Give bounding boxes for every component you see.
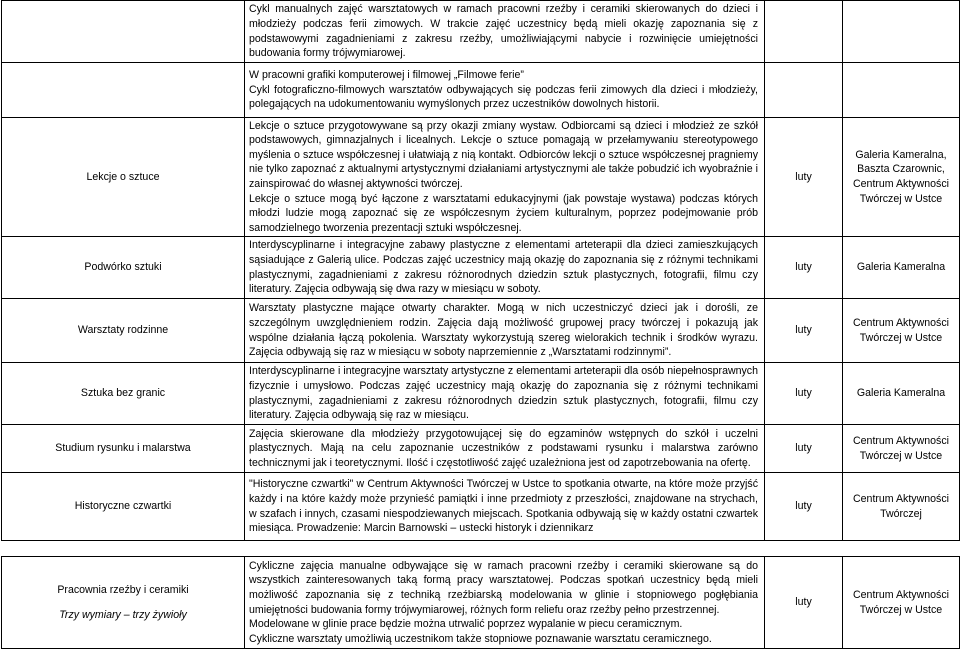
place-cell: Centrum Aktywności Twórczej w Ustce bbox=[843, 425, 960, 473]
date-cell: luty bbox=[765, 363, 843, 425]
description-paragraph: Cykliczne warsztaty umożliwią uczestnikom także stopniowe poznawanie warsztatu ceramicznego. bbox=[249, 632, 712, 645]
place-cell: Galeria Kameralna bbox=[843, 237, 960, 299]
table-row bbox=[2, 299, 960, 363]
activity-name-cell bbox=[2, 63, 245, 118]
table-row bbox=[2, 63, 960, 118]
activity-description-cell bbox=[245, 363, 765, 425]
activity-name-cell bbox=[2, 1, 245, 63]
description-paragraph: Interdyscyplinarne i integracyjne zabawy plastyczne z elementami arteterapii dla dzieci zamieszkujących sąsiadujące z Galerią ulice. Podczas zajęć uczestnicy mają okazję do zapoznania się z różnymi technikami plastycznymi, zagadnieniami z zakresu różnorodnych dziedzin sztuk plastycznych, fotografii, filmu czy literatury. Zajęcia odbywają się dwa razy w miesiącu w soboty. bbox=[249, 239, 758, 296]
description-paragraph: Cykliczne zajęcia manualne odbywające się w ramach pracowni rzeźby i ceramiki skierowane są do wszystkich zainteresowanych taką formą pracy warsztatowej. Podczas spotkań uczestnicy będą mieli możliwość zapoznania się z techniką rzeźbiarską modelowania w glinie i stopniowego pogłębiania umiejętności budowania formy trójwymiarowej, różnych form reliefu oraz rzeźby pełno przestrzennej. bbox=[249, 559, 758, 616]
table-row bbox=[2, 237, 960, 299]
date-cell: luty bbox=[765, 473, 843, 541]
description-paragraph: Lekcje o sztuce mogą być łączone z warsztatami edukacyjnymi (jak powstaje wystawa) podczas których młodzi ludzie mogą zapoznać się ze współczesnym życiem kulturalnym, poprzez podejmowanie prób samodzielnego tworzenia prezentacji sztuki współczesnej. bbox=[249, 192, 758, 234]
table-gap bbox=[2, 541, 960, 557]
table-row bbox=[2, 557, 960, 649]
activity-description-cell bbox=[245, 63, 765, 118]
activity-name-cell: Warsztaty rodzinne bbox=[2, 299, 245, 363]
place-cell: Galeria Kameralna bbox=[843, 363, 960, 425]
activity-description-cell bbox=[245, 237, 765, 299]
activity-name-cell bbox=[2, 557, 245, 649]
description-paragraph: "Historyczne czwartki" w Centrum Aktywności Twórczej w Ustce to spotkania otwarte, na które może przyjść każdy i na które każdy może przynieść pamiątki i inne przedmioty z przeszłości, znajdowane na strychach, w szafach i innych, czasami niespodziewanych miejscach. Spotkania odbywają się w każdy ostatni czwartek miesiąca. Prowadzenie: Marcin Barnowski – ustecki historyk i dziennikarz bbox=[249, 478, 758, 535]
activity-name-cell: Sztuka bez granic bbox=[2, 363, 245, 425]
description-paragraph: Interdyscyplinarne i integracyjne warsztaty artystyczne z elementami arteterapii dla osób niepełnosprawnych fizycznie i umysłowo. Podczas zajęć uczestnicy mają okazję do zapoznania się z różnymi technikami plastycznymi, zagadnieniami z zakresu różnorodnych dziedzin sztuk plastycznych, fotografii, filmu czy literatury. Zajęcia odbywają się raz w miesiącu. bbox=[249, 365, 758, 422]
place-cell bbox=[843, 63, 960, 118]
date-cell: luty bbox=[765, 118, 843, 237]
place-cell bbox=[843, 1, 960, 63]
description-paragraph: Cykl fotograficzno-filmowych warsztatów odbywających się podczas ferii zimowych dla dzieci i młodzieży, polegających na udokumentowaniu wymyślonych przez uczestników dowolnych historii. bbox=[249, 83, 758, 111]
activity-name-cell: Lekcje o sztuce bbox=[2, 118, 245, 237]
description-paragraph: Cykl manualnych zajęć warsztatowych w ramach pracowni rzeźby i ceramiki skierowanych do dzieci i młodzieży podczas ferii zimowych. W trakcie zajęć uczestnicy będą mieli okazję zapoznania się z podstawowymi zagadnieniami z zakresu rzeźby, umożliwiającymi nabycie i rozwinięcie umiejętności budowania formy trójwymiarowej. bbox=[249, 3, 758, 60]
activity-description-cell bbox=[245, 425, 765, 473]
description-paragraph: Lekcje o sztuce przygotowywane są przy okazji zmiany wystaw. Odbiorcami są dzieci i młodzież ze szkół podstawowych, gimnazjalnych i licealnych. Lekcje o sztuce pomagają w przełamywaniu stereotypowego myślenia o sztuce współczesnej i ułatwiają z nią kontakt. Odbiorców lekcji o sztuce współczesnej pragniemy nie tylko zapoznać z aktualnymi artystycznymi działaniami artystycznymi ale także pobudzić ich wyobraźnie i zainspirować do własnej aktywności twórczej. bbox=[249, 119, 758, 190]
description-paragraph: Modelowane w glinie prace będzie można utrwalić poprzez wypalanie w piecu ceramicznym. bbox=[249, 618, 683, 631]
activity-title: Pracownia rzeźby i ceramiki bbox=[57, 583, 189, 596]
description-paragraph: Warsztaty plastyczne mające otwarty charakter. Mogą w nich uczestniczyć dzieci jak i dorośli, ze szczególnym uwzględnieniem rodzin. Zajęcia dają możliwość grupowej pracy twórczej i pokazują jak wspólne działania łączą pokolenia. Warsztaty wykorzystują szereg wielorakich technik i środków wyrazu. Zajęcia odbywają się raz w miesiącu w soboty naprzemiennie z „Warsztatami rodzinnymi”. bbox=[249, 302, 758, 359]
activity-name-cell: Studium rysunku i malarstwa bbox=[2, 425, 245, 473]
date-cell: luty bbox=[765, 299, 843, 363]
activity-description-cell bbox=[245, 557, 765, 649]
description-paragraph: Zajęcia skierowane dla młodzieży przygotowującej się do egzaminów wstępnych do szkół i uczelni plastycznych. Mają na celu zapoznanie uczestników z podstawami rysunku i malarstwa zarówno technicznymi jak i teoretycznymi. Ilość i częstotliwość zajęć uzależniona jest od zapotrzebowania na ofertę. bbox=[249, 427, 758, 469]
date-cell: luty bbox=[765, 557, 843, 649]
table-row bbox=[2, 118, 960, 237]
spacer bbox=[2, 541, 960, 557]
table-row bbox=[2, 473, 960, 541]
place-cell: Centrum Aktywności Twórczej w Ustce bbox=[843, 557, 960, 649]
events-table bbox=[1, 0, 960, 649]
date-cell: luty bbox=[765, 425, 843, 473]
activity-description-cell bbox=[245, 473, 765, 541]
place-cell: Centrum Aktywności Twórczej bbox=[843, 473, 960, 541]
date-cell bbox=[765, 63, 843, 118]
activity-description-cell bbox=[245, 1, 765, 63]
table-row bbox=[2, 363, 960, 425]
description-paragraph: W pracowni grafiki komputerowej i filmowej „Filmowe ferie” bbox=[249, 69, 524, 82]
table-row bbox=[2, 1, 960, 63]
date-cell bbox=[765, 1, 843, 63]
table-row bbox=[2, 425, 960, 473]
activity-description-cell bbox=[245, 299, 765, 363]
activity-name-cell: Historyczne czwartki bbox=[2, 473, 245, 541]
activity-name-cell: Podwórko sztuki bbox=[2, 237, 245, 299]
place-cell: Centrum Aktywności Twórczej w Ustce bbox=[843, 299, 960, 363]
activity-description-cell bbox=[245, 118, 765, 237]
activity-subtitle: Trzy wymiary – trzy żywioły bbox=[59, 608, 187, 621]
date-cell: luty bbox=[765, 237, 843, 299]
place-cell: Galeria Kameralna, Baszta Czarownic, Centrum Aktywności Twórczej w Ustce bbox=[843, 118, 960, 237]
